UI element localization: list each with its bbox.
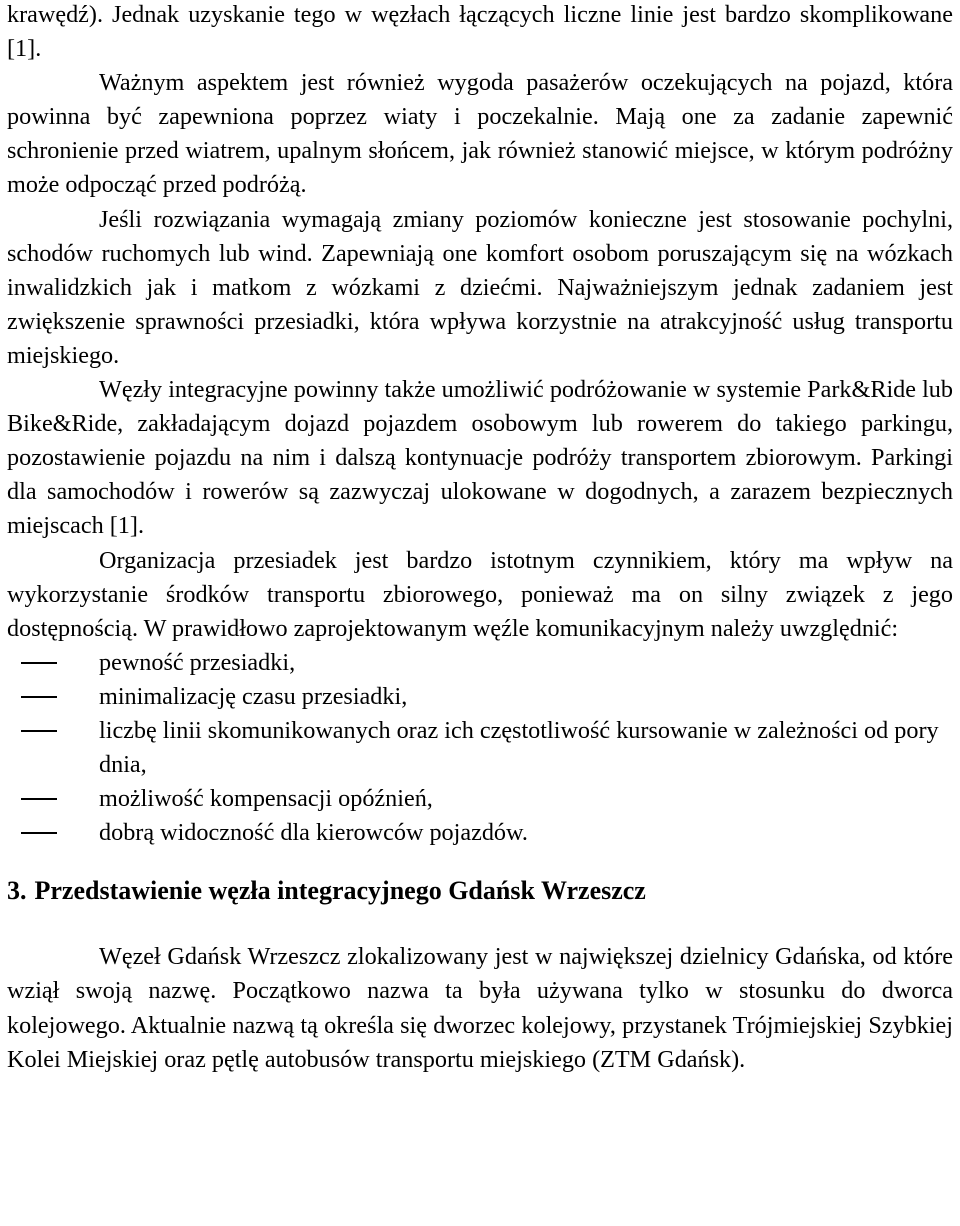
paragraph-continuation: krawędź). Jednak uzyskanie tego w węzłach łączących liczne linie jest bardzo skomplikowane [1]. — [7, 1, 953, 63]
paragraph-passenger-comfort: Ważnym aspektem jest również wygoda pasażerów oczekujących na pojazd, która powinna być zapewniona poprzez wiaty i poczekalnie. Mają one za zadanie zapewnić schronienie przed wiatrem, upalnym słońcem, jak również stanowić miejsce, w którym podróżny może odpocząć przed podróżą. — [7, 69, 953, 199]
dash-bullet-icon — [21, 662, 57, 664]
body-text-bottom — [7, 940, 953, 1076]
list-item-text: dobrą widoczność dla kierowców pojazdów. — [99, 819, 528, 847]
list-item — [7, 816, 953, 850]
paragraph-park-and-ride: Węzły integracyjne powinny także umożliwić podróżowanie w systemie Park&Ride lub Bike&Ride, zakładającym dojazd pojazdem osobowym lub rowerem do takiego parkingu, pozostawienie pojazdu na nim i dalszą kontynuacje podróży transportem zbiorowym. Parkingi dla samochodów i rowerów są zazwyczaj ulokowane w dogodnych, a zarazem bezpiecznych miejscach [1]. — [7, 376, 953, 540]
paragraph-gdansk-wrzeszcz: Węzeł Gdańsk Wrzeszcz zlokalizowany jest w największej dzielnicy Gdańska, od które wziął swoją nazwę. Początkowo nazwa ta była używana tylko w stosunku do dworca kolejowego. Aktualnie nazwą tą określa się dworzec kolejowy, przystanek Trójmiejskiej Szybkiej Kolei Miejskiej oraz pętlę autobusów transportu miejskiego (ZTM Gdańsk). — [7, 943, 953, 1073]
list-item-text: liczbę linii skomunikowanych oraz ich częstotliwość kursowanie w zależności od pory dnia, — [99, 716, 939, 779]
dash-bullet-icon — [21, 730, 57, 732]
list-item-text: możliwość kompensacji opóźnień, — [99, 785, 433, 813]
list-item-text: minimalizację czasu przesiadki, — [99, 682, 408, 710]
section-heading — [7, 874, 953, 908]
list-item — [7, 714, 953, 782]
dash-bullet-icon — [21, 832, 57, 834]
list-item — [7, 782, 953, 816]
section-spacer — [7, 908, 953, 940]
document-page — [7, 0, 953, 1077]
dash-bullet-icon — [21, 798, 57, 800]
section-number: 3. — [7, 876, 27, 906]
paragraph-transfer-organization: Organizacja przesiadek jest bardzo istotnym czynnikiem, który ma wpływ na wykorzystanie środków transportu zbiorowego, ponieważ ma on silny związek z jego dostępnością. W prawidłowo zaprojektowanym węźle komunikacyjnym należy uwzględnić: — [7, 546, 953, 642]
list-item — [7, 646, 953, 680]
list-item — [7, 680, 953, 714]
paragraph-level-changes: Jeśli rozwiązania wymagają zmiany poziomów konieczne jest stosowanie pochylni, schodów ruchomych lub wind. Zapewniają one komfort osobom poruszającym się na wózkach inwalidzkich jak i matkom z wózkami z dziećmi. Najważniejszym jednak zadaniem jest zwiększenie sprawności przesiadki, która wpływa korzystnie na atrakcyjność usług transportu miejskiego. — [7, 205, 953, 369]
section-title: Przedstawienie węzła integracyjnego Gdańsk Wrzeszcz — [34, 876, 646, 906]
list-item-text: pewność przesiadki, — [99, 648, 296, 676]
requirements-list — [7, 646, 953, 851]
dash-bullet-icon — [21, 696, 57, 698]
body-text-top — [7, 0, 953, 646]
